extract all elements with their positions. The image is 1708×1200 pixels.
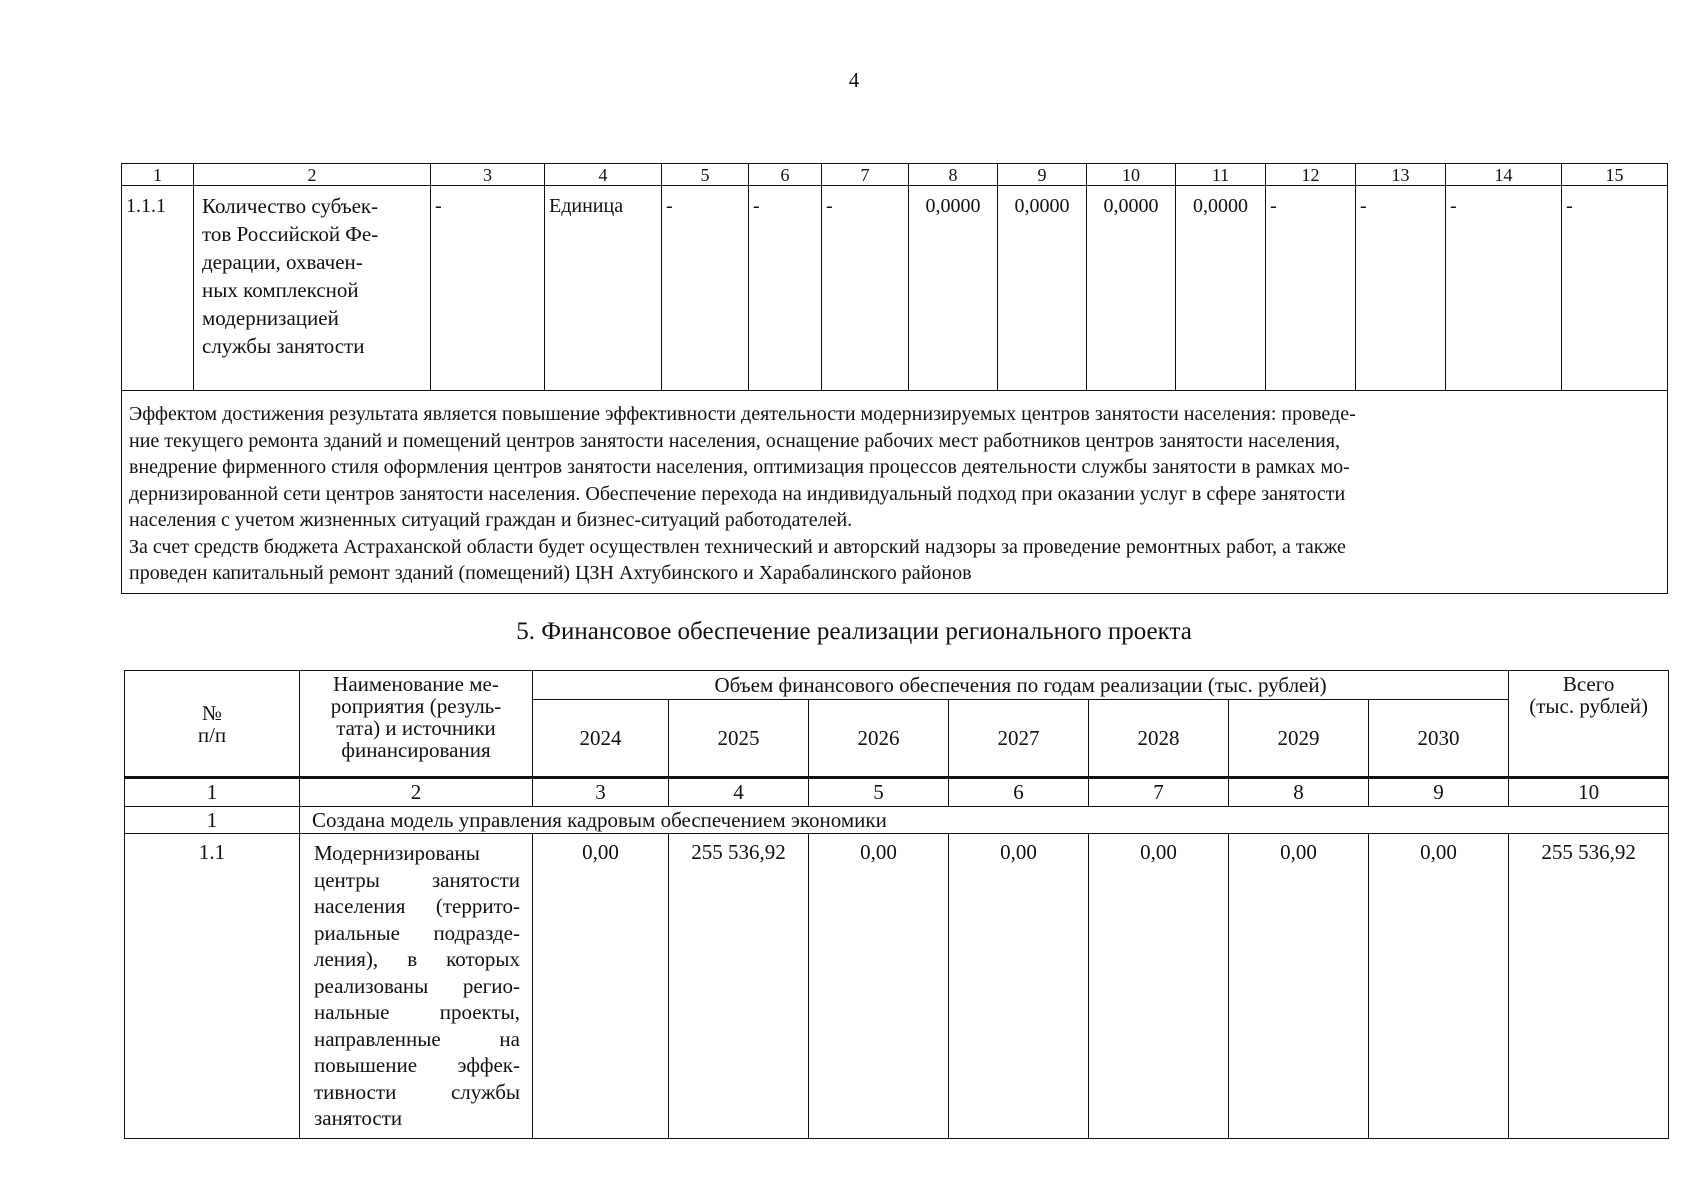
- column-number: 8: [1229, 778, 1369, 807]
- finance-item-row: [125, 834, 1669, 1139]
- indicator-unit: Единица: [545, 186, 662, 391]
- effect-line: проведен капитальный ремонт зданий (помещений) ЦЗН Ахтубинского и Харабалинского районов: [129, 562, 972, 584]
- col-volume-header: Объем финансового обеспечения по годам реализации (тыс. рублей): [533, 671, 1509, 700]
- indicator-cell: -: [822, 186, 909, 391]
- effect-line: населения с учетом жизненных ситуаций граждан и бизнес-ситуаций работодателей.: [129, 509, 853, 531]
- effect-row: [122, 391, 1668, 594]
- column-number: 4: [669, 778, 809, 807]
- column-number: 6: [749, 164, 822, 186]
- column-number: 6: [949, 778, 1089, 807]
- indicator-name-line: модернизацией: [202, 306, 339, 330]
- column-number: 4: [545, 164, 662, 186]
- col-total-header-line: Всего: [1562, 672, 1615, 696]
- item-value: 0,00: [809, 834, 949, 1139]
- finance-table: [124, 670, 1669, 1139]
- col-name-header-line: роприятия (резуль-: [330, 694, 502, 718]
- item-value: 0,00: [1089, 834, 1229, 1139]
- item-name-line: ления), в которых: [314, 947, 520, 971]
- indicator-value: 0,0000: [1176, 186, 1266, 391]
- column-number: 1: [125, 778, 300, 807]
- item-value: 0,00: [949, 834, 1089, 1139]
- indicator-name-line: службы занятости: [202, 334, 365, 358]
- page-number: 4: [848, 68, 860, 92]
- col-name-header-line: финансирования: [341, 738, 491, 762]
- indicator-cell: -: [431, 186, 545, 391]
- col-total-header: [1509, 671, 1669, 778]
- column-number: 7: [1089, 778, 1229, 807]
- indicator-name-line: ных комплексной: [202, 278, 359, 302]
- year-header: 2028: [1089, 700, 1229, 778]
- column-number: 3: [533, 778, 669, 807]
- column-number: 11: [1176, 164, 1266, 186]
- item-name-line: тивности службы: [314, 1079, 520, 1104]
- column-number: 10: [1087, 164, 1176, 186]
- item-number: 1.1: [125, 834, 300, 1139]
- col-num-header-line: №: [201, 700, 223, 725]
- col-name-header-line: тата) и источники: [336, 716, 496, 740]
- indicator-value: 0,0000: [909, 186, 998, 391]
- column-number: 5: [809, 778, 949, 807]
- indicator-value: 0,0000: [1087, 186, 1176, 391]
- indicator-value: 0,0000: [998, 186, 1087, 391]
- item-name-line: реализованы регио-: [314, 973, 520, 998]
- finance-header-row: [125, 671, 1669, 700]
- item-name-line: населения (террито-: [314, 894, 520, 918]
- effect-line: ние текущего ремонта зданий и помещений центров занятости населения, оснащение рабочих мест работников центров занятости населения,: [129, 429, 1341, 452]
- item-name-line: центры занятости: [314, 867, 520, 892]
- section-label: Создана модель управления кадровым обеспечением экономики: [300, 807, 1669, 834]
- finance-column-numbers-row: [125, 778, 1669, 807]
- item-total: 255 536,92: [1509, 834, 1669, 1139]
- indicator-name-line: Количество субъек-: [202, 194, 379, 218]
- col-name-header-line: Наименование ме-: [333, 672, 499, 696]
- indicators-table: [121, 163, 1668, 594]
- column-number: 2: [194, 164, 431, 186]
- indicator-cell: -: [1562, 186, 1668, 391]
- column-number: 9: [998, 164, 1087, 186]
- column-number: 1: [122, 164, 194, 186]
- section-number: 1: [125, 807, 300, 834]
- indicator-row: [122, 186, 1668, 391]
- effect-line: внедрение фирменного стиля оформления центров занятости населения, оптимизация процессов деятельности службы занятости в рамках мо-: [129, 456, 1350, 478]
- column-number: 5: [662, 164, 749, 186]
- column-number: 15: [1562, 164, 1668, 186]
- effect-line: дернизированной сети центров занятости населения. Обеспечение перехода на индивидуальный подход при оказании услуг в сфере занятости: [129, 482, 1346, 505]
- section-title: 5. Финансовое обеспечение реализации регионального проекта: [516, 618, 1192, 645]
- item-name-line: направленные на: [314, 1026, 520, 1051]
- indicator-name-line: тов Российской Фе-: [202, 222, 379, 246]
- item-name-line: Модернизированы: [314, 841, 480, 865]
- indicator-cell: -: [1266, 186, 1356, 391]
- column-number: 14: [1446, 164, 1562, 186]
- indicator-number: 1.1.1: [122, 186, 194, 391]
- year-header: 2030: [1369, 700, 1509, 778]
- column-number: 3: [431, 164, 545, 186]
- item-name-line: повышение эффек-: [314, 1053, 520, 1077]
- finance-section-row: [125, 807, 1669, 834]
- col-total-header-line: (тыс. рублей): [1529, 694, 1648, 718]
- indicator-name: [194, 186, 431, 391]
- year-header: 2025: [669, 700, 809, 778]
- item-name: [300, 834, 533, 1139]
- item-value: 0,00: [1369, 834, 1509, 1139]
- indicator-cell: -: [749, 186, 822, 391]
- effect-line: За счет средств бюджета Астраханской области будет осуществлен технический и авторский надзоры за проведение ремонтных работ, а также: [129, 535, 1346, 558]
- item-value: 0,00: [533, 834, 669, 1139]
- col-name-header: [300, 671, 533, 778]
- column-number: 9: [1369, 778, 1509, 807]
- effect-line: Эффектом достижения результата является повышение эффективности деятельности модернизируемых центров занятости населения: проведе-: [129, 403, 1356, 425]
- column-number: 10: [1509, 778, 1669, 807]
- indicator-cell: -: [1446, 186, 1562, 391]
- effect-description: [122, 391, 1668, 594]
- indicator-cell: -: [662, 186, 749, 391]
- indicator-cell: -: [1356, 186, 1446, 391]
- item-name-line: риальные подразде-: [314, 920, 520, 945]
- col-num-header-line: п/п: [197, 722, 227, 747]
- indicator-name-line: дерации, охвачен-: [202, 250, 363, 274]
- col-num-header: [125, 671, 300, 778]
- item-value: 255 536,92: [669, 834, 809, 1139]
- year-header: 2026: [809, 700, 949, 778]
- indicators-header-row: [122, 164, 1668, 186]
- item-name-line: занятости: [314, 1106, 403, 1130]
- column-number: 7: [822, 164, 909, 186]
- year-header: 2027: [949, 700, 1089, 778]
- year-header: 2029: [1229, 700, 1369, 778]
- item-name-line: нальные проекты,: [314, 1000, 520, 1024]
- column-number: 8: [909, 164, 998, 186]
- column-number: 12: [1266, 164, 1356, 186]
- column-number: 13: [1356, 164, 1446, 186]
- column-number: 2: [300, 778, 533, 807]
- item-value: 0,00: [1229, 834, 1369, 1139]
- year-header: 2024: [533, 700, 669, 778]
